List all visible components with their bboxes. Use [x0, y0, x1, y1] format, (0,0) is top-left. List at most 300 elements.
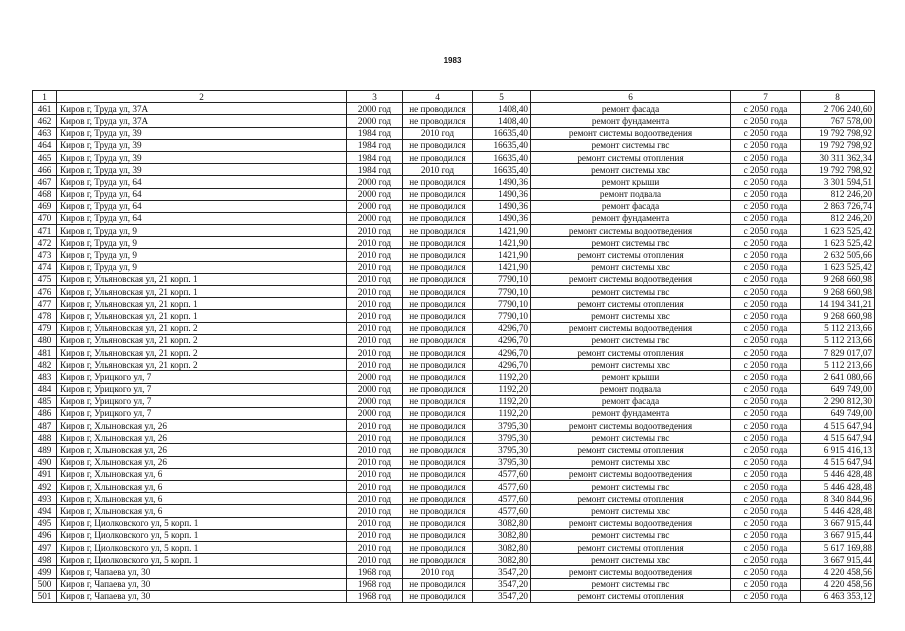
cost-cell: 3 667 915,44: [801, 529, 875, 541]
work-type-cell: ремонт системы отопления: [531, 346, 731, 358]
address-cell: Киров г, Ульяновская ул, 21 корп. 1: [57, 286, 347, 298]
cost-cell: 19 792 798,92: [801, 127, 875, 139]
year-built-cell: 2010 год: [347, 237, 403, 249]
row-number-cell: 466: [33, 164, 57, 176]
cost-cell: 19 792 798,92: [801, 139, 875, 151]
address-cell: Киров г, Ульяновская ул, 21 корп. 1: [57, 310, 347, 322]
planned-period-cell: с 2050 года: [731, 286, 801, 298]
cost-cell: 4 220 458,56: [801, 566, 875, 578]
last-repair-cell: не проводился: [403, 249, 473, 261]
table-row: [33, 115, 875, 127]
table-row: [33, 249, 875, 261]
year-built-cell: 2010 год: [347, 322, 403, 334]
area-cell: 1192,20: [473, 383, 531, 395]
address-cell: Киров г, Труда ул, 37А: [57, 115, 347, 127]
work-type-cell: ремонт системы водоотведения: [531, 566, 731, 578]
table-row: [33, 420, 875, 432]
page-number: 1983: [443, 56, 462, 65]
last-repair-cell: не проводился: [403, 346, 473, 358]
column-number: 7: [731, 91, 801, 103]
area-cell: 16635,40: [473, 127, 531, 139]
work-type-cell: ремонт системы отопления: [531, 541, 731, 553]
table-row: [33, 371, 875, 383]
last-repair-cell: не проводился: [403, 261, 473, 273]
area-cell: 4577,60: [473, 481, 531, 493]
cost-cell: 8 340 844,96: [801, 493, 875, 505]
last-repair-cell: не проводился: [403, 200, 473, 212]
last-repair-cell: не проводился: [403, 517, 473, 529]
area-cell: 1490,36: [473, 200, 531, 212]
table-row: [33, 273, 875, 285]
planned-period-cell: с 2050 года: [731, 468, 801, 480]
year-built-cell: 2010 год: [347, 505, 403, 517]
cost-cell: 5 446 428,48: [801, 481, 875, 493]
table-row: [33, 334, 875, 346]
last-repair-cell: 2010 год: [403, 127, 473, 139]
row-number-cell: 479: [33, 322, 57, 334]
column-number: 1: [33, 91, 57, 103]
row-number-cell: 483: [33, 371, 57, 383]
planned-period-cell: с 2050 года: [731, 395, 801, 407]
row-number-cell: 480: [33, 334, 57, 346]
table-row: [33, 286, 875, 298]
area-cell: 3547,20: [473, 590, 531, 602]
last-repair-cell: не проводился: [403, 371, 473, 383]
work-type-cell: ремонт системы хвс: [531, 261, 731, 273]
last-repair-cell: не проводился: [403, 188, 473, 200]
planned-period-cell: с 2050 года: [731, 115, 801, 127]
year-built-cell: 1968 год: [347, 590, 403, 602]
last-repair-cell: не проводился: [403, 554, 473, 566]
year-built-cell: 1968 год: [347, 578, 403, 590]
row-number-cell: 481: [33, 346, 57, 358]
year-built-cell: 2010 год: [347, 529, 403, 541]
work-type-cell: ремонт системы гвс: [531, 529, 731, 541]
row-number-cell: 477: [33, 298, 57, 310]
work-type-cell: ремонт подвала: [531, 383, 731, 395]
row-number-cell: 471: [33, 225, 57, 237]
table-row: [33, 590, 875, 602]
planned-period-cell: с 2050 года: [731, 200, 801, 212]
work-type-cell: ремонт системы отопления: [531, 151, 731, 163]
address-cell: Киров г, Чапаева ул, 30: [57, 578, 347, 590]
planned-period-cell: с 2050 года: [731, 541, 801, 553]
row-number-cell: 495: [33, 517, 57, 529]
column-number: 3: [347, 91, 403, 103]
area-cell: 3082,80: [473, 541, 531, 553]
planned-period-cell: с 2050 года: [731, 310, 801, 322]
work-type-cell: ремонт системы хвс: [531, 310, 731, 322]
last-repair-cell: не проводился: [403, 298, 473, 310]
row-number-cell: 468: [33, 188, 57, 200]
address-cell: Киров г, Хлыновская ул, 6: [57, 493, 347, 505]
work-type-cell: ремонт фасада: [531, 395, 731, 407]
column-number: 6: [531, 91, 731, 103]
table-row: [33, 346, 875, 358]
planned-period-cell: с 2050 года: [731, 225, 801, 237]
cost-cell: 6 463 353,12: [801, 590, 875, 602]
last-repair-cell: не проводился: [403, 151, 473, 163]
last-repair-cell: не проводился: [403, 407, 473, 419]
year-built-cell: 2000 год: [347, 115, 403, 127]
table-row: [33, 578, 875, 590]
address-cell: Киров г, Труда ул, 37А: [57, 103, 347, 115]
work-type-cell: ремонт системы гвс: [531, 578, 731, 590]
row-number-cell: 462: [33, 115, 57, 127]
year-built-cell: 1984 год: [347, 127, 403, 139]
year-built-cell: 2000 год: [347, 200, 403, 212]
year-built-cell: 2010 год: [347, 444, 403, 456]
cost-cell: 1 623 525,42: [801, 225, 875, 237]
work-type-cell: ремонт фасада: [531, 200, 731, 212]
year-built-cell: 1984 год: [347, 151, 403, 163]
year-built-cell: 1968 год: [347, 566, 403, 578]
address-cell: Киров г, Циолковского ул, 5 корп. 1: [57, 517, 347, 529]
address-cell: Киров г, Труда ул, 39: [57, 151, 347, 163]
year-built-cell: 2010 год: [347, 517, 403, 529]
planned-period-cell: с 2050 года: [731, 151, 801, 163]
table-row: [33, 261, 875, 273]
cost-cell: 5 446 428,48: [801, 468, 875, 480]
address-cell: Киров г, Хлыновская ул, 26: [57, 432, 347, 444]
address-cell: Киров г, Хлыновская ул, 26: [57, 444, 347, 456]
area-cell: 4296,70: [473, 346, 531, 358]
row-number-cell: 463: [33, 127, 57, 139]
table-row: [33, 298, 875, 310]
year-built-cell: 2000 год: [347, 371, 403, 383]
work-type-cell: ремонт системы хвс: [531, 164, 731, 176]
area-cell: 1490,36: [473, 188, 531, 200]
last-repair-cell: не проводился: [403, 529, 473, 541]
planned-period-cell: с 2050 года: [731, 164, 801, 176]
table-row: [33, 481, 875, 493]
address-cell: Киров г, Циолковского ул, 5 корп. 1: [57, 541, 347, 553]
row-number-cell: 498: [33, 554, 57, 566]
table-row: [33, 517, 875, 529]
year-built-cell: 2000 год: [347, 212, 403, 224]
address-cell: Киров г, Циолковского ул, 5 корп. 1: [57, 554, 347, 566]
last-repair-cell: 2010 год: [403, 566, 473, 578]
row-number-cell: 484: [33, 383, 57, 395]
address-cell: Киров г, Ульяновская ул, 21 корп. 1: [57, 273, 347, 285]
year-built-cell: 2000 год: [347, 395, 403, 407]
planned-period-cell: с 2050 года: [731, 407, 801, 419]
address-cell: Киров г, Труда ул, 39: [57, 164, 347, 176]
row-number-cell: 488: [33, 432, 57, 444]
cost-cell: 9 268 660,98: [801, 273, 875, 285]
row-number-cell: 469: [33, 200, 57, 212]
year-built-cell: 2010 год: [347, 493, 403, 505]
year-built-cell: 2010 год: [347, 346, 403, 358]
table-row: [33, 493, 875, 505]
address-cell: Киров г, Труда ул, 64: [57, 212, 347, 224]
last-repair-cell: не проводился: [403, 139, 473, 151]
address-cell: Киров г, Труда ул, 39: [57, 127, 347, 139]
area-cell: 1192,20: [473, 407, 531, 419]
cost-cell: 767 578,00: [801, 115, 875, 127]
last-repair-cell: не проводился: [403, 212, 473, 224]
last-repair-cell: не проводился: [403, 334, 473, 346]
row-number-cell: 497: [33, 541, 57, 553]
work-type-cell: ремонт крыши: [531, 176, 731, 188]
table-row: [33, 322, 875, 334]
work-type-cell: ремонт системы отопления: [531, 493, 731, 505]
table-row: [33, 541, 875, 553]
work-type-cell: ремонт системы хвс: [531, 456, 731, 468]
last-repair-cell: не проводился: [403, 432, 473, 444]
table-row: [33, 151, 875, 163]
address-cell: Киров г, Труда ул, 39: [57, 139, 347, 151]
year-built-cell: 2010 год: [347, 310, 403, 322]
last-repair-cell: не проводился: [403, 456, 473, 468]
row-number-cell: 499: [33, 566, 57, 578]
row-number-cell: 492: [33, 481, 57, 493]
area-cell: 4296,70: [473, 322, 531, 334]
area-cell: 16635,40: [473, 151, 531, 163]
cost-cell: 2 863 726,74: [801, 200, 875, 212]
year-built-cell: 2000 год: [347, 383, 403, 395]
last-repair-cell: не проводился: [403, 541, 473, 553]
row-number-cell: 490: [33, 456, 57, 468]
last-repair-cell: не проводился: [403, 273, 473, 285]
cost-cell: 3 301 594,51: [801, 176, 875, 188]
planned-period-cell: с 2050 года: [731, 188, 801, 200]
work-type-cell: ремонт системы водоотведения: [531, 273, 731, 285]
table-row: [33, 310, 875, 322]
row-number-cell: 475: [33, 273, 57, 285]
table-row: [33, 566, 875, 578]
planned-period-cell: с 2050 года: [731, 322, 801, 334]
address-cell: Киров г, Хлыновская ул, 6: [57, 505, 347, 517]
area-cell: 3795,30: [473, 444, 531, 456]
work-type-cell: ремонт системы отопления: [531, 249, 731, 261]
area-cell: 3082,80: [473, 529, 531, 541]
area-cell: 1421,90: [473, 225, 531, 237]
year-built-cell: 2000 год: [347, 176, 403, 188]
table-row: [33, 188, 875, 200]
area-cell: 4577,60: [473, 493, 531, 505]
work-type-cell: ремонт системы водоотведения: [531, 322, 731, 334]
cost-cell: 2 706 240,60: [801, 103, 875, 115]
area-cell: 4296,70: [473, 359, 531, 371]
last-repair-cell: 2010 год: [403, 164, 473, 176]
cost-cell: 5 112 213,66: [801, 322, 875, 334]
work-type-cell: ремонт системы гвс: [531, 237, 731, 249]
last-repair-cell: не проводился: [403, 493, 473, 505]
cost-cell: 5 112 213,66: [801, 334, 875, 346]
area-cell: 7790,10: [473, 273, 531, 285]
area-cell: 1490,36: [473, 212, 531, 224]
row-number-cell: 473: [33, 249, 57, 261]
area-cell: 1192,20: [473, 395, 531, 407]
planned-period-cell: с 2050 года: [731, 237, 801, 249]
address-cell: Киров г, Хлыновская ул, 26: [57, 420, 347, 432]
address-cell: Киров г, Урицкого ул, 7: [57, 407, 347, 419]
cost-cell: 2 641 080,66: [801, 371, 875, 383]
cost-cell: 5 446 428,48: [801, 505, 875, 517]
area-cell: 1421,90: [473, 249, 531, 261]
planned-period-cell: с 2050 года: [731, 212, 801, 224]
year-built-cell: 2000 год: [347, 103, 403, 115]
address-cell: Киров г, Ульяновская ул, 21 корп. 2: [57, 359, 347, 371]
table-row: [33, 554, 875, 566]
cost-cell: 30 311 362,34: [801, 151, 875, 163]
year-built-cell: 1984 год: [347, 164, 403, 176]
year-built-cell: 2010 год: [347, 554, 403, 566]
cost-cell: 4 515 647,94: [801, 456, 875, 468]
row-number-cell: 486: [33, 407, 57, 419]
planned-period-cell: с 2050 года: [731, 139, 801, 151]
planned-period-cell: с 2050 года: [731, 176, 801, 188]
column-number: 5: [473, 91, 531, 103]
row-number-cell: 472: [33, 237, 57, 249]
work-type-cell: ремонт фасада: [531, 103, 731, 115]
area-cell: 3547,20: [473, 566, 531, 578]
work-type-cell: ремонт системы гвс: [531, 286, 731, 298]
address-cell: Киров г, Урицкого ул, 7: [57, 371, 347, 383]
area-cell: 3082,80: [473, 554, 531, 566]
table-row: [33, 212, 875, 224]
year-built-cell: 2010 год: [347, 334, 403, 346]
year-built-cell: 2010 год: [347, 261, 403, 273]
year-built-cell: 2010 год: [347, 432, 403, 444]
year-built-cell: 2010 год: [347, 481, 403, 493]
area-cell: 3795,30: [473, 456, 531, 468]
planned-period-cell: с 2050 года: [731, 444, 801, 456]
column-number: 2: [57, 91, 347, 103]
cost-cell: 4 220 458,56: [801, 578, 875, 590]
work-type-cell: ремонт системы водоотведения: [531, 517, 731, 529]
year-built-cell: 2010 год: [347, 286, 403, 298]
row-number-cell: 500: [33, 578, 57, 590]
work-type-cell: ремонт системы гвс: [531, 432, 731, 444]
work-type-cell: ремонт системы гвс: [531, 334, 731, 346]
row-number-cell: 465: [33, 151, 57, 163]
row-number-cell: 489: [33, 444, 57, 456]
year-built-cell: 2010 год: [347, 456, 403, 468]
year-built-cell: 2010 год: [347, 225, 403, 237]
cost-cell: 5 112 213,66: [801, 359, 875, 371]
area-cell: 16635,40: [473, 139, 531, 151]
work-type-cell: ремонт фундамента: [531, 115, 731, 127]
last-repair-cell: не проводился: [403, 578, 473, 590]
work-type-cell: ремонт крыши: [531, 371, 731, 383]
planned-period-cell: с 2050 года: [731, 346, 801, 358]
work-type-cell: ремонт фундамента: [531, 212, 731, 224]
year-built-cell: 2010 год: [347, 468, 403, 480]
planned-period-cell: с 2050 года: [731, 529, 801, 541]
address-cell: Киров г, Труда ул, 9: [57, 249, 347, 261]
cost-cell: 9 268 660,98: [801, 286, 875, 298]
planned-period-cell: с 2050 года: [731, 103, 801, 115]
cost-cell: 812 246,20: [801, 212, 875, 224]
work-type-cell: ремонт системы гвс: [531, 481, 731, 493]
cost-cell: 5 617 169,88: [801, 541, 875, 553]
cost-cell: 649 749,00: [801, 407, 875, 419]
work-type-cell: ремонт системы водоотведения: [531, 225, 731, 237]
cost-cell: 14 194 341,21: [801, 298, 875, 310]
area-cell: 3795,30: [473, 420, 531, 432]
area-cell: 1408,40: [473, 115, 531, 127]
table-row: [33, 237, 875, 249]
year-built-cell: 1984 год: [347, 139, 403, 151]
work-type-cell: ремонт системы гвс: [531, 139, 731, 151]
table-row: [33, 468, 875, 480]
last-repair-cell: не проводился: [403, 481, 473, 493]
table-row: [33, 383, 875, 395]
row-number-cell: 474: [33, 261, 57, 273]
row-number-cell: 493: [33, 493, 57, 505]
cost-cell: 3 667 915,44: [801, 517, 875, 529]
cost-cell: 19 792 798,92: [801, 164, 875, 176]
year-built-cell: 2000 год: [347, 188, 403, 200]
area-cell: 16635,40: [473, 164, 531, 176]
address-cell: Киров г, Ульяновская ул, 21 корп. 2: [57, 322, 347, 334]
work-type-cell: ремонт системы водоотведения: [531, 468, 731, 480]
cost-cell: 4 515 647,94: [801, 420, 875, 432]
last-repair-cell: не проводился: [403, 225, 473, 237]
cost-cell: 649 749,00: [801, 383, 875, 395]
address-cell: Киров г, Циолковского ул, 5 корп. 1: [57, 529, 347, 541]
address-cell: Киров г, Труда ул, 64: [57, 176, 347, 188]
work-type-cell: ремонт системы водоотведения: [531, 127, 731, 139]
address-cell: Киров г, Урицкого ул, 7: [57, 383, 347, 395]
repair-register-table: [32, 90, 875, 603]
last-repair-cell: не проводился: [403, 420, 473, 432]
row-number-cell: 470: [33, 212, 57, 224]
table-row: [33, 164, 875, 176]
planned-period-cell: с 2050 года: [731, 456, 801, 468]
area-cell: 3082,80: [473, 517, 531, 529]
last-repair-cell: не проводился: [403, 359, 473, 371]
address-cell: Киров г, Ульяновская ул, 21 корп. 1: [57, 298, 347, 310]
work-type-cell: ремонт подвала: [531, 188, 731, 200]
address-cell: Киров г, Урицкого ул, 7: [57, 395, 347, 407]
last-repair-cell: не проводился: [403, 395, 473, 407]
table-row: [33, 407, 875, 419]
table-row: [33, 456, 875, 468]
year-built-cell: 2010 год: [347, 359, 403, 371]
address-cell: Киров г, Труда ул, 9: [57, 237, 347, 249]
last-repair-cell: не проводился: [403, 103, 473, 115]
table-row: [33, 395, 875, 407]
row-number-cell: 494: [33, 505, 57, 517]
row-number-cell: 464: [33, 139, 57, 151]
year-built-cell: 2010 год: [347, 420, 403, 432]
last-repair-cell: не проводился: [403, 176, 473, 188]
planned-period-cell: с 2050 года: [731, 432, 801, 444]
area-cell: 7790,10: [473, 286, 531, 298]
area-cell: 7790,10: [473, 298, 531, 310]
row-number-cell: 461: [33, 103, 57, 115]
year-built-cell: 2010 год: [347, 249, 403, 261]
cost-cell: 812 246,20: [801, 188, 875, 200]
area-cell: 4577,60: [473, 505, 531, 517]
cost-cell: 7 829 017,07: [801, 346, 875, 358]
area-cell: 1490,36: [473, 176, 531, 188]
table-row: [33, 103, 875, 115]
address-cell: Киров г, Чапаева ул, 30: [57, 590, 347, 602]
table-row: [33, 444, 875, 456]
planned-period-cell: с 2050 года: [731, 481, 801, 493]
row-number-cell: 476: [33, 286, 57, 298]
last-repair-cell: не проводился: [403, 590, 473, 602]
year-built-cell: 2010 год: [347, 273, 403, 285]
last-repair-cell: не проводился: [403, 383, 473, 395]
work-type-cell: ремонт системы хвс: [531, 505, 731, 517]
year-built-cell: 2010 год: [347, 298, 403, 310]
address-cell: Киров г, Ульяновская ул, 21 корп. 2: [57, 346, 347, 358]
